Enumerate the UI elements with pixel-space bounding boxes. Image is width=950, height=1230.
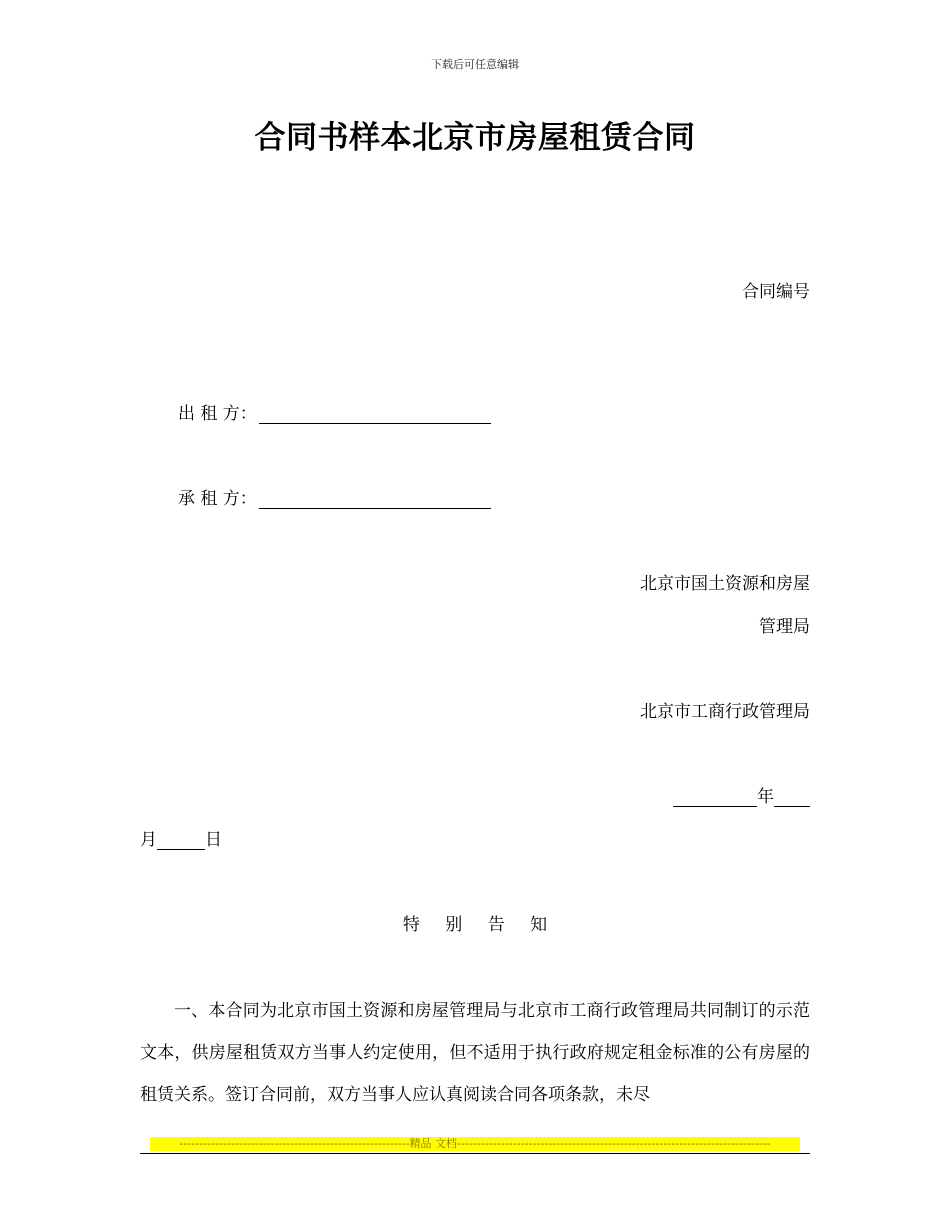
notice-title: 特 别 告 知 (402, 915, 558, 935)
lessee-field (178, 484, 491, 509)
year-blank (673, 788, 757, 807)
footer-banner-dashes-left: ---------------------------------------------------------- (179, 1137, 410, 1150)
footer-banner-text: 精品 文档 (409, 1137, 458, 1150)
contract-number-label: 合同编号 (742, 282, 810, 302)
lessor-label: 出 租 方： (178, 404, 257, 424)
lessee-blank-line (259, 489, 491, 509)
footer-rule (140, 1153, 810, 1154)
lessor-field (178, 399, 491, 424)
date-month-line (140, 825, 222, 850)
footer-banner (150, 1137, 800, 1151)
day-suffix: 日 (205, 830, 222, 850)
day-blank (157, 831, 205, 850)
month-prefix: 月 (140, 830, 157, 850)
page-header-note: 下载后可任意编辑 (431, 58, 519, 71)
lessor-blank-line (259, 404, 491, 424)
authority-line-2: 管理局 (759, 617, 810, 637)
lessee-label: 承 租 方： (178, 489, 257, 509)
footer-banner-dashes-right: ------------------------------------------------------------------------------- (457, 1137, 771, 1150)
document-title: 合同书样本北京市房屋租赁合同 (254, 120, 696, 156)
year-suffix: 年 (757, 787, 774, 807)
notice-paragraph-1: 一、本合同为北京市国土资源和房屋管理局与北京市工商行政管理局共同制订的示范文本，供房屋租赁双方当事人约定使用，但不适用于执行政府规定租金标准的公有房屋的租赁关系。签订合同前，双方当事人应认真阅读合同各项条款，未尽 (140, 1001, 810, 1105)
month-blank (774, 788, 810, 807)
authority-line-3: 北京市工商行政管理局 (640, 702, 810, 722)
authority-line-1: 北京市国土资源和房屋 (640, 574, 810, 594)
date-year-line (673, 782, 810, 807)
